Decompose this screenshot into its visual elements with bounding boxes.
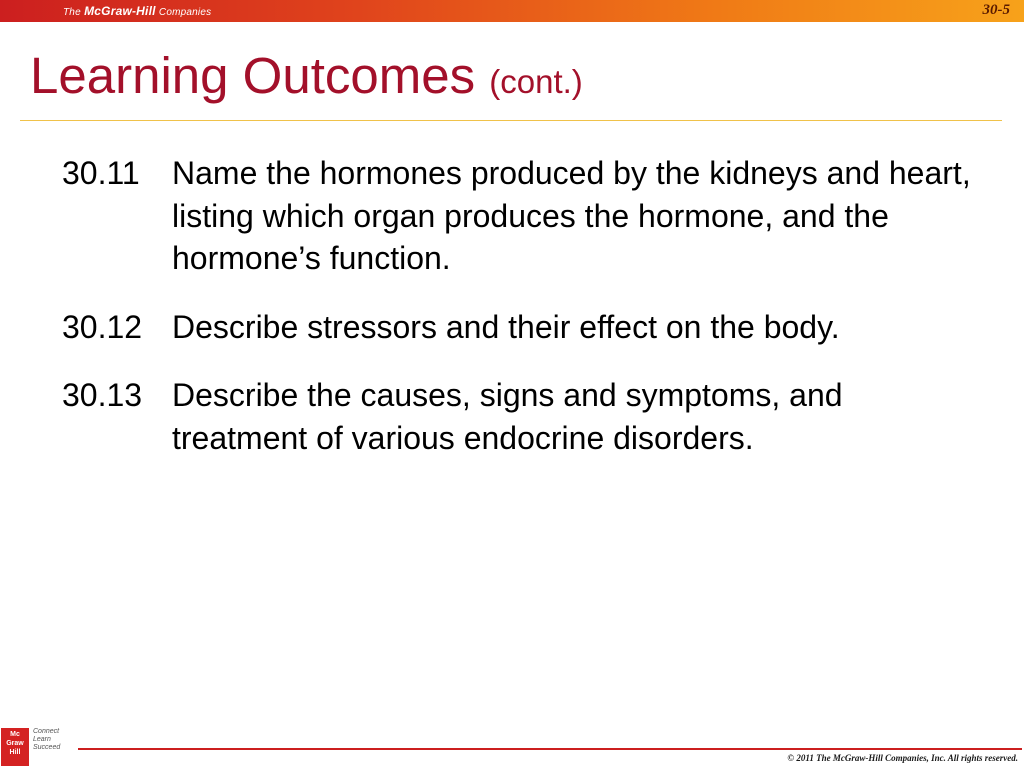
brand-name: McGraw-Hill xyxy=(84,4,156,18)
outcome-text: Name the hormones produced by the kidneys and heart, listing which organ produces the hormone, and the hormone’s function. xyxy=(172,155,971,276)
footer-divider xyxy=(78,748,1022,750)
logo-tagline xyxy=(33,728,60,752)
outcome-list xyxy=(62,152,982,485)
publisher-logo xyxy=(1,728,29,766)
outcome-item xyxy=(62,374,982,459)
outcome-text: Describe the causes, signs and symptoms, and treatment of various endocrine disorders. xyxy=(172,377,843,456)
outcome-number: 30.11 xyxy=(62,155,140,191)
outcome-item xyxy=(62,306,982,349)
title-divider xyxy=(20,120,1002,121)
logo-line: Mc xyxy=(10,731,20,738)
page-number: 30-5 xyxy=(982,2,1010,18)
tagline-line: Learn xyxy=(33,736,51,743)
outcome-item xyxy=(62,152,982,280)
outcome-number: 30.12 xyxy=(62,308,143,345)
tagline-line: Connect xyxy=(33,728,60,735)
header-bar xyxy=(0,0,1024,22)
outcome-number: 30.13 xyxy=(62,377,143,413)
logo-line: Hill xyxy=(9,749,21,756)
logo-line: Graw xyxy=(6,740,24,747)
copyright-notice: © 2011 The McGraw-Hill Companies, Inc. All rights reserved. xyxy=(787,753,1018,763)
tagline-line: Succeed xyxy=(33,744,61,751)
brand-suffix: Companies xyxy=(158,7,212,18)
slide-title-main: Learning Outcomes xyxy=(30,47,476,104)
slide-title xyxy=(30,47,583,104)
brand-prefix: The xyxy=(63,7,81,18)
slide-title-suffix: (cont.) xyxy=(489,63,583,100)
outcome-text: Describe stressors and their effect on the body. xyxy=(172,308,840,345)
publisher-brand xyxy=(63,4,211,18)
